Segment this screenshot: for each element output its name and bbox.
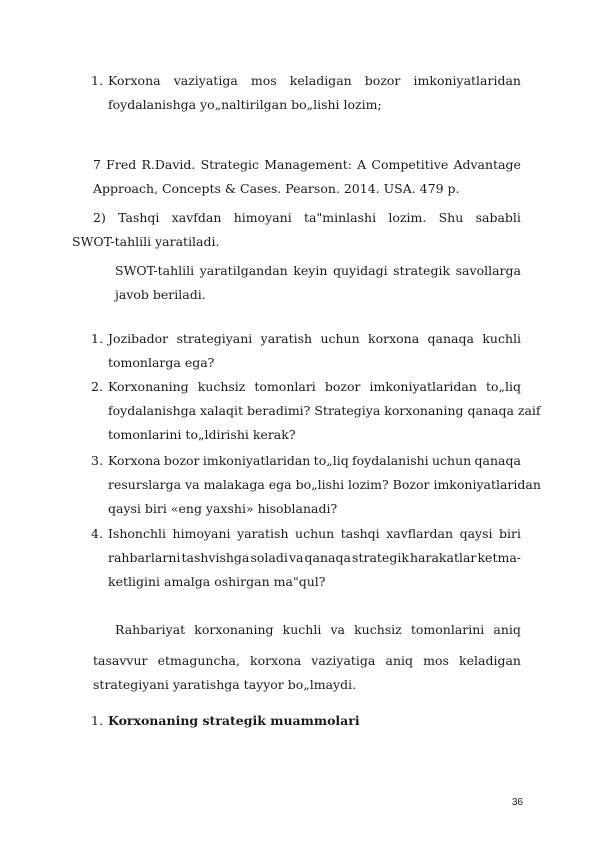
question-number: 1. — [91, 331, 103, 346]
word: mos — [250, 73, 277, 88]
question-line: qaysi biri «eng yaxshi» hisoblanadi? — [108, 501, 338, 516]
heading-number: 1. — [91, 713, 103, 728]
word: imkoniyatlaridan — [413, 73, 521, 88]
paragraph-line: SWOT-tahlili yaratilgandan keyin quyidagi strategik savollarga — [115, 263, 521, 278]
question-line: tomonlarga ega? — [108, 355, 215, 370]
word: keladigan — [289, 73, 352, 88]
word: bozor — [364, 73, 401, 88]
section-heading: Korxonaning strategik muammolari — [108, 713, 360, 728]
list-item-line — [108, 73, 521, 88]
paragraph-line: SWOT-tahlili yaratiladi. — [72, 234, 220, 249]
footnote-line: 7 Fred R.David. Strategic Management: A Competitive Advantage — [93, 157, 521, 172]
question-line: tomonlarini to„ldirishi kerak? — [108, 427, 296, 442]
question-line: Korxonaning kuchsiz tomonlari bozor imkoniyatlaridan to„liq — [108, 379, 521, 394]
question-number: 4. — [91, 526, 103, 541]
word: vaziyatiga — [173, 73, 238, 88]
word: Korxona — [108, 73, 161, 88]
question-line: Ishonchli himoyani yaratish uchun tashqi xavflardan qaysi biri — [108, 526, 521, 541]
question-line: ketligini amalga oshirgan ma"qul? — [108, 574, 326, 589]
question-line: resurslarga va malakaga ega bo„lishi lozim? Bozor imkoniyatlaridan — [108, 477, 541, 492]
footnote-line: Approach, Concepts & Cases. Pearson. 2014. USA. 479 p. — [93, 181, 460, 196]
paragraph-line: strategiyani yaratishga tayyor bo„lmaydi. — [93, 677, 357, 692]
list-item-line: foydalanishga yo„naltirilgan bo„lishi lozim; — [108, 97, 382, 112]
paragraph-line: 2) Tashqi xavfdan himoyani ta"minlashi lozim. Shu sababli — [93, 210, 521, 225]
list-number: 1. — [91, 73, 103, 88]
question-number: 3. — [91, 453, 103, 468]
page-number: 36 — [511, 797, 523, 808]
paragraph-line: javob beriladi. — [115, 287, 206, 302]
paragraph-line: tasavvur etmaguncha, korxona vaziyatiga aniq mos keladigan — [93, 653, 521, 668]
question-line: Korxona bozor imkoniyatlaridan to„liq foydalanishi uchun qanaqa — [108, 453, 521, 468]
paragraph-line: Rahbariyat korxonaning kuchli va kuchsiz tomonlarini aniq — [115, 622, 521, 637]
question-line: rahbarlarni tashvishga soladi va qanaqa strategik harakatlar ketma- — [108, 550, 521, 565]
question-number: 2. — [91, 379, 103, 394]
question-line: Jozibador strategiyani yaratish uchun korxona qanaqa kuchli — [108, 331, 521, 346]
question-line: foydalanishga xalaqit beradimi? Strategiya korxonaning qanaqa zaif — [108, 403, 541, 418]
